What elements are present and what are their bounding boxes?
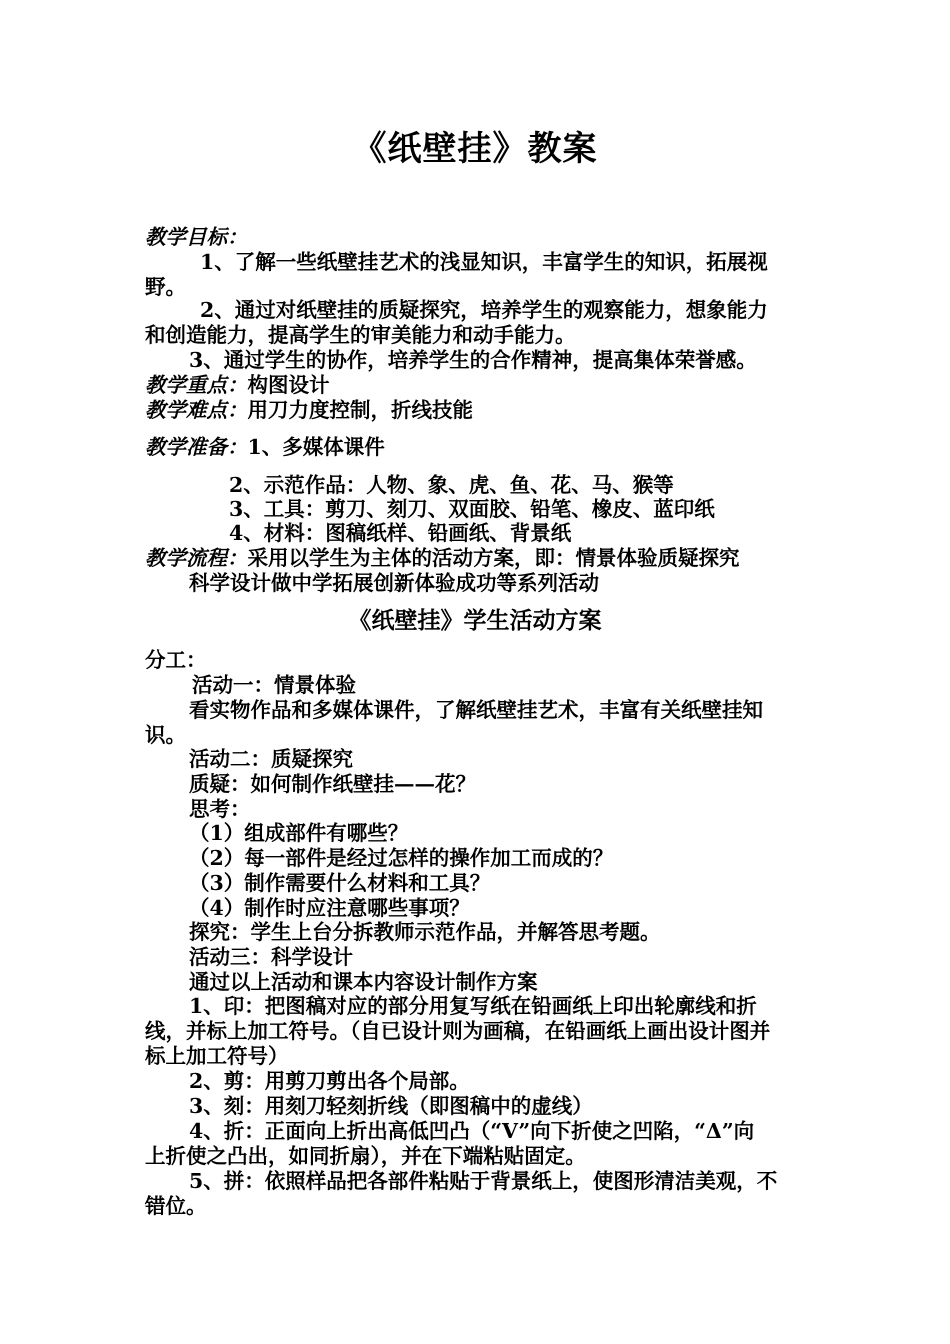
preparation-item-1: 1、多媒体课件 — [247, 435, 385, 459]
activity-2-title: 活动二：质疑探究 — [189, 747, 353, 771]
preparation-item-4: 4、材料：图稿纸样、铅画纸、背景纸 — [229, 521, 572, 545]
objectives-label: 教学目标： — [145, 225, 248, 249]
activity-2-item-4: （4）制作时应注意哪些事项？ — [189, 896, 470, 920]
step-5-line-1: 5、拼：依照样品把各部件粘贴于背景纸上，使图形清洁美观，不 — [189, 1169, 778, 1193]
key-point-label: 教学重点： — [145, 373, 248, 397]
step-2: 2、剪：用剪刀剪出各个局部。 — [189, 1069, 470, 1093]
step-1-line-1: 1、印：把图稿对应的部分用复写纸在铅画纸上印出轮廓线和折 — [189, 994, 757, 1018]
preparation-label: 教学准备： — [145, 435, 248, 459]
activity-2-item-3: （3）制作需要什么材料和工具？ — [189, 871, 491, 895]
process-text: 采用以学生为主体的活动方案，即：情景体验质疑探究 — [247, 546, 740, 570]
objective-1-line-2: 野。 — [145, 275, 186, 299]
activity-1-text-line-1: 看实物作品和多媒体课件，了解纸壁挂艺术，丰富有关纸壁挂知 — [189, 698, 763, 722]
activity-plan-title: 《纸壁挂》学生活动方案 — [348, 607, 602, 634]
activity-2-explore: 探究：学生上台分拆教师示范作品，并解答思考题。 — [189, 920, 661, 944]
step-3: 3、刻：用刻刀轻刻折线（即图稿中的虚线） — [189, 1094, 593, 1118]
activity-3-title: 活动三：科学设计 — [189, 945, 353, 969]
process-label: 教学流程： — [145, 546, 248, 570]
preparation-item-3: 3、工具：剪刀、刻刀、双面胶、铅笔、橡皮、蓝印纸 — [229, 497, 715, 521]
process-row — [145, 546, 810, 571]
step-1-line-2: 线，并标上加工符号。（自已设计则为画稿，在铅画纸上画出设计图并 — [145, 1019, 771, 1043]
objective-2-line-2: 和创造能力，提高学生的审美能力和动手能力。 — [145, 323, 576, 347]
objective-2-line-1: 2、通过对纸壁挂的质疑探究，培养学生的观察能力，想象能力 — [200, 298, 768, 322]
key-point-text: 构图设计 — [247, 373, 330, 397]
activity-3-intro: 通过以上活动和课本内容设计制作方案 — [189, 970, 538, 994]
step-1-line-3: 标上加工符号） — [145, 1044, 289, 1068]
preparation-item-2: 2、示范作品：人物、象、虎、鱼、花、马、猴等 — [229, 473, 674, 497]
activity-2-item-2: （2）每一部件是经过怎样的操作加工而成的？ — [189, 846, 614, 870]
step-4-line-2: 上折使之凸出，如同折扇），并在下端粘贴固定。 — [145, 1144, 586, 1168]
activity-1-text-line-2: 识。 — [145, 723, 186, 747]
process-text-2: 科学设计做中学拓展创新体验成功等系列活动 — [189, 571, 599, 595]
preparation-row — [145, 435, 810, 460]
key-point-row — [145, 373, 810, 398]
document-title: 《纸壁挂》教案 — [352, 129, 598, 169]
activity-1-title: 活动一：情景体验 — [192, 673, 356, 697]
objective-3: 3、通过学生的协作，培养学生的合作精神，提高集体荣誉感。 — [189, 348, 757, 372]
difficulty-label: 教学难点： — [145, 398, 248, 422]
step-5-line-2: 错位。 — [145, 1194, 207, 1218]
difficulty-row — [145, 398, 810, 423]
step-4-line-1: 4、折：正面向上折出高低凹凸（“V”向下折使之凹陷，“Δ”向 — [189, 1119, 755, 1143]
activity-2-think-label: 思考： — [189, 797, 251, 821]
activity-2-item-1: （1）组成部件有哪些？ — [189, 821, 409, 845]
activity-2-question: 质疑：如何制作纸壁挂——花？ — [189, 772, 476, 796]
objective-1-line-1: 1、了解一些纸壁挂艺术的浅显知识，丰富学生的知识，拓展视 — [200, 250, 768, 274]
difficulty-text: 用刀力度控制，折线技能 — [247, 398, 473, 422]
division-label: 分工： — [145, 648, 207, 672]
